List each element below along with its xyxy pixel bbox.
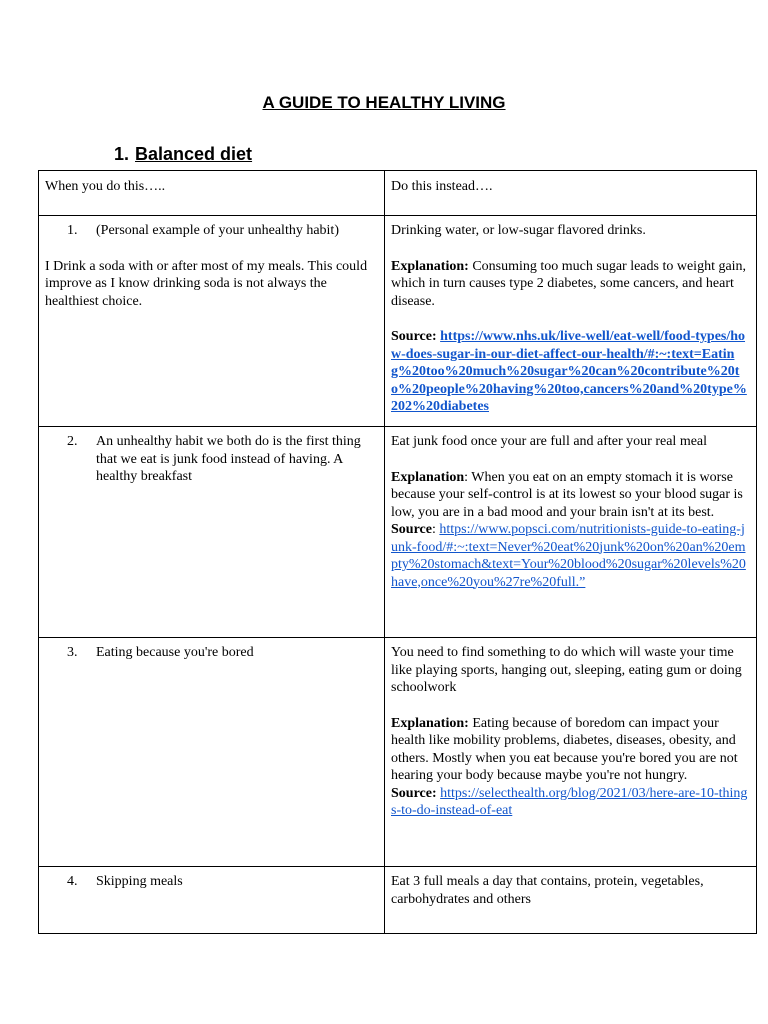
source-label: Source: — [391, 329, 437, 344]
instead-text: Eat 3 full meals a day that contains, protein, vegetables, carbohydrates and others — [391, 874, 704, 907]
habit-cell — [39, 427, 385, 638]
habit-cell — [39, 216, 385, 427]
column-header-instead: Do this instead…. — [385, 171, 757, 216]
explanation-text: Consuming too much sugar leads to weight gain, which in turn causes type 2 diabetes, some cancers, and heart disease. — [391, 258, 747, 309]
habit-text: An unhealthy habit we both do is the first thing that we eat is junk food instead of having. A healthy breakfast — [96, 434, 361, 484]
table-row — [39, 638, 757, 867]
instead-text: Eat junk food once your are full and after your real meal — [391, 434, 708, 449]
explanation — [391, 715, 750, 785]
section-heading-text: Balanced diet — [135, 144, 253, 164]
document-title: A GUIDE TO HEALTHY LIVING — [262, 93, 506, 112]
explanation-text: Eating because of boredom can impact your health like mobility problems, diabetes, diseases, obesity, and others. Mostly when you eat because you're bored you are not hearing your body because maybe you're not hungry. — [391, 715, 738, 783]
table-header-row — [39, 171, 757, 216]
source — [391, 328, 750, 416]
habit-cell — [39, 867, 385, 934]
habit-text: Skipping meals — [96, 874, 183, 889]
habit-text: Eating because you're bored — [96, 645, 254, 660]
explanation — [391, 258, 750, 311]
explanation — [391, 469, 750, 522]
instead-cell — [385, 638, 757, 867]
habit-text: (Personal example of your unhealthy habit) — [96, 223, 339, 238]
habits-table — [38, 170, 757, 934]
habit-item — [45, 222, 378, 240]
source-link[interactable]: https://selecthealth.org/blog/2021/03/here-are-10-things-to-do-instead-of-eat — [391, 785, 748, 818]
instead-text: You need to find something to do which will waste your time like playing sports, hanging out, sleeping, eating gum or doing schoolwork — [391, 645, 742, 695]
habit-detail: I Drink a soda with or after most of my meals. This could improve as I know drinking soda is not always the healthiest choice. — [45, 258, 368, 309]
instead-text: Drinking water, or low-sugar flavored drinks. — [391, 223, 646, 238]
section-heading — [114, 144, 252, 165]
explanation-label: Explanation: — [391, 258, 469, 274]
explanation-text: : When you eat on an empty stomach it is worse because your self-control is at its lowest so your blood sugar is low, you are in a bad mood and your brain isn't at its best. — [391, 469, 743, 520]
explanation-label: Explanation — [391, 469, 465, 485]
instead-cell — [385, 216, 757, 427]
source-link[interactable]: https://www.nhs.uk/live-well/eat-well/food-types/how-does-sugar-in-our-diet-affect-our-health/#:~:text=Eating%20too%20much%20sugar%20can%20contribute%20to%20people%20having%20too,cancers%20and%20type%202%20diabetes — [391, 329, 747, 414]
habit-index: 1. — [67, 223, 78, 238]
source — [391, 785, 750, 820]
explanation-label: Explanation: — [391, 715, 469, 731]
column-header-habit: When you do this….. — [39, 171, 385, 216]
table-row — [39, 427, 757, 638]
table-row — [39, 867, 757, 934]
instead-cell — [385, 427, 757, 638]
habit-index: 3. — [67, 645, 78, 660]
source-label: Source — [391, 522, 432, 537]
habit-cell — [39, 638, 385, 867]
table-row — [39, 216, 757, 427]
source-link[interactable]: https://www.popsci.com/nutritionists-guide-to-eating-junk-food/#:~:text=Never%20eat%20junk%20on%20an%20empty%20stomach&text=Your%20blood%20sugar%20levels%20have,once%20you%27re%20full.” — [391, 522, 746, 590]
instead-cell — [385, 867, 757, 934]
habit-item — [45, 433, 378, 486]
source: Source: https://www.popsci.com/nutritionists-guide-to-eating-junk-food/#:~:text=Never%20eat%20junk%20on%20an%20empty%20stomach&text=Your%20blood%20sugar%20levels%20have,once%20you%27re%20full.” — [391, 522, 746, 590]
section-number: 1. — [114, 144, 130, 164]
habit-item — [45, 873, 378, 891]
source-label: Source: — [391, 785, 437, 801]
habit-index: 4. — [67, 874, 78, 889]
habit-item — [45, 644, 378, 662]
habit-index: 2. — [67, 434, 78, 449]
